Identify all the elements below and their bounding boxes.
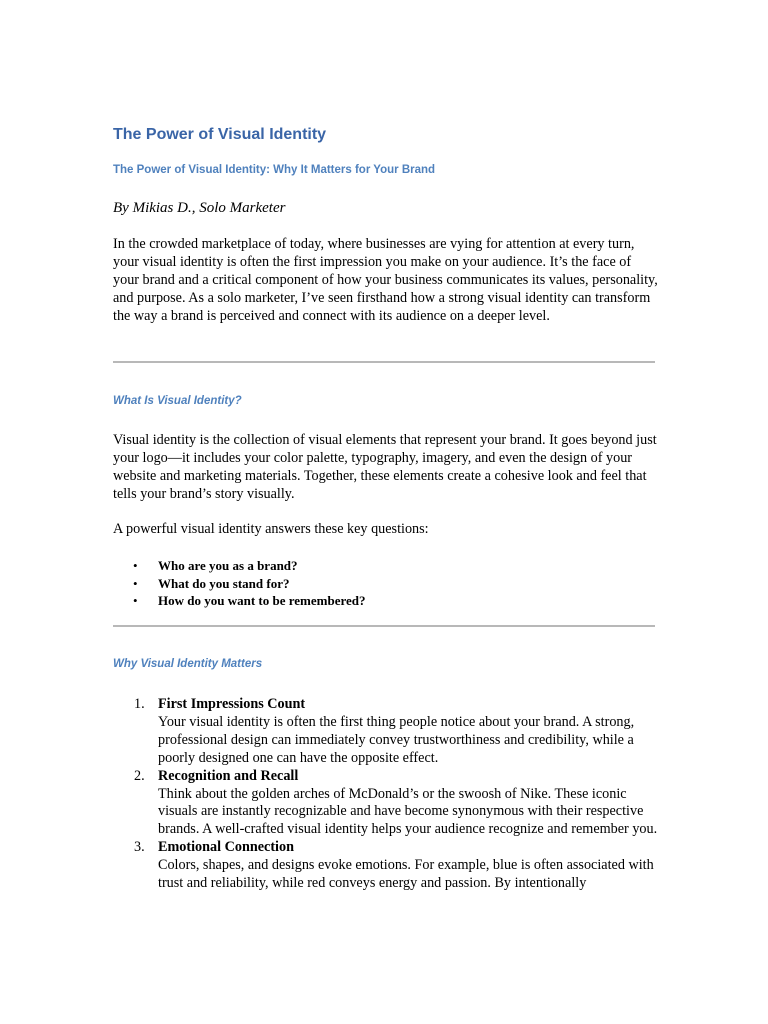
list-item <box>133 592 366 610</box>
visual-identity-definition-paragraph: Visual identity is the collection of visual elements that represent your brand. It goes beyond just your logo—it includes your color palette, typography, imagery, and even the design of your website and marketing materials. Together, these elements create a cohesive look and feel that tells your brand’s story visually. <box>113 432 657 502</box>
list-item-body: Think about the golden arches of McDonald’s or the swoosh of Nike. These iconic visuals are instantly recognizable and have become synonymous with their respective brands. A well-crafted visual identity helps your audience recognize and remember you. <box>158 785 658 838</box>
reasons-list <box>113 696 658 893</box>
section-heading-what-is-visual-identity: What Is Visual Identity? <box>113 395 242 407</box>
document-subtitle: The Power of Visual Identity: Why It Matters for Your Brand <box>113 164 436 176</box>
section-divider <box>113 361 655 363</box>
key-questions-intro: A powerful visual identity answers these key questions: <box>113 521 429 537</box>
list-item-text: What do you stand for? <box>158 575 290 591</box>
intro-paragraph: In the crowded marketplace of today, where businesses are vying for attention at every turn, your visual identity is often the first impression you make on your audience. It’s the face of your brand and a critical component of how your business communicates its values, personality, and purpose. As a solo marketer, I’ve seen firsthand how a strong visual identity can transform the way a brand is perceived and connect with its audience on a deeper level. <box>113 236 658 324</box>
list-item <box>113 768 658 840</box>
bullet-marker: • <box>133 593 138 608</box>
list-item-text: Who are you as a brand? <box>158 558 298 573</box>
author-byline: By Mikias D., Solo Marketer <box>113 200 286 216</box>
list-number: 2. <box>134 767 145 784</box>
list-item <box>133 575 366 593</box>
list-item <box>113 839 658 893</box>
section-heading-why-visual-identity-matters: Why Visual Identity Matters <box>113 658 263 670</box>
list-item <box>133 557 366 575</box>
list-item-body: Your visual identity is often the first thing people notice about your brand. A strong, professional design can immediately convey trustworthiness and credibility, while a poorly designed one can have the opposite effect. <box>158 713 635 766</box>
list-number: 3. <box>134 839 145 856</box>
list-number: 1. <box>134 696 145 712</box>
list-item-text: How do you want to be remembered? <box>158 593 366 608</box>
document-title: The Power of Visual Identity <box>113 126 327 143</box>
list-item-body: Colors, shapes, and designs evoke emotions. For example, blue is often associated with trust and reliability, while red conveys energy and passion. By intentionally <box>158 857 654 892</box>
list-item <box>113 696 658 768</box>
bullet-marker: • <box>133 558 138 573</box>
list-item-title: First Impressions Count <box>158 696 306 712</box>
section-divider <box>113 625 655 627</box>
bullet-marker: • <box>133 575 138 591</box>
list-item-title: Recognition and Recall <box>158 767 299 784</box>
list-item-title: Emotional Connection <box>158 839 294 856</box>
key-questions-list <box>133 557 366 610</box>
